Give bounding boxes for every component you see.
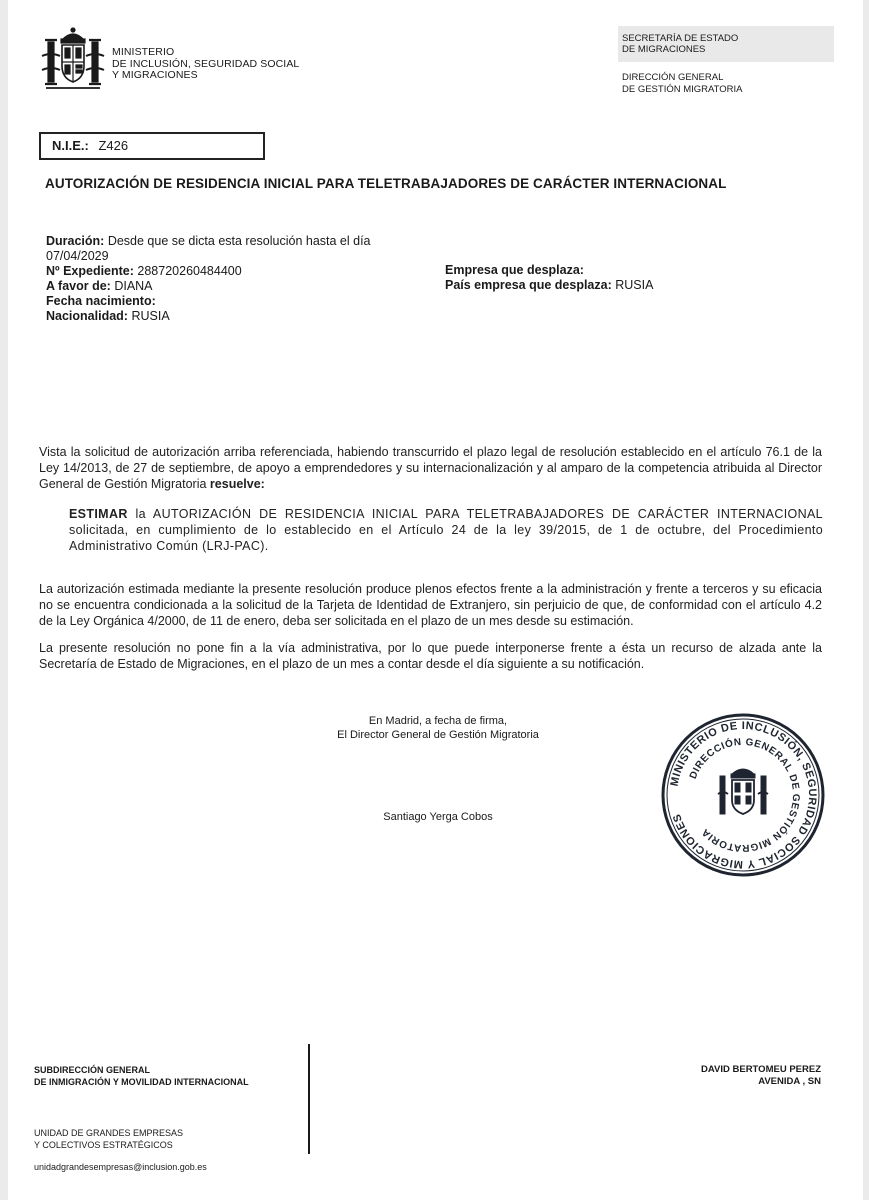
- duracion-value-1: Desde que se dicta esta resolución hasta el día: [107, 234, 371, 248]
- nacionalidad-label: Nacionalidad:: [46, 309, 128, 323]
- addressee-name: DAVID BERTOMEU PEREZ: [701, 1064, 821, 1075]
- coat-of-arms-icon: [38, 26, 108, 94]
- paragraph-resolution: [39, 444, 822, 492]
- fields-left: [46, 234, 406, 324]
- fields-right: [445, 263, 825, 293]
- nacionalidad-value: RUSIA: [131, 309, 170, 323]
- paragraph-estimar: [69, 506, 823, 554]
- pais-value: RUSIA: [615, 278, 654, 292]
- direccion-line-2: DE GESTIÓN MIGRATORIA: [622, 83, 743, 95]
- nie-value: Z426: [98, 138, 129, 153]
- signer-name: Santiago Yerga Cobos: [383, 811, 493, 823]
- document-title: AUTORIZACIÓN DE RESIDENCIA INICIAL PARA TELETRABAJADORES DE CARÁCTER INTERNACIONAL: [45, 176, 727, 191]
- duracion-label: Duración:: [46, 234, 105, 248]
- secretaria-line-1: SECRETARÍA DE ESTADO: [622, 33, 739, 44]
- expediente-label: Nº Expediente:: [46, 264, 134, 278]
- p1-text: Vista la solicitud de autorización arriba referenciada, habiendo transcurrido el plazo legal de resolución establecido en el artículo 76.1 de la Ley 14/2013, de 27 de septiembre, de apoyo a emprendedores y su internacionalización y al amparo de la competencia atribuida al Director General de Gestión Migratoria: [39, 445, 822, 491]
- official-stamp-icon: [658, 710, 828, 880]
- ministry-line-1: MINISTERIO: [112, 46, 175, 58]
- footer-email: unidadgrandesempresas@inclusion.gob.es: [34, 1162, 207, 1172]
- signature-role: El Director General de Gestión Migratoria: [337, 729, 539, 741]
- footer-subdireccion: [34, 1064, 249, 1088]
- footer-divider: [308, 1044, 310, 1154]
- empresa-label: Empresa que desplaza:: [445, 263, 584, 277]
- expediente-value: 288720260484400: [137, 264, 242, 278]
- footer-sub-line-1: SUBDIRECCIÓN GENERAL: [34, 1065, 151, 1075]
- footer-unidad: [34, 1127, 183, 1151]
- secretaria-line-2: DE MIGRACIONES: [622, 44, 706, 55]
- duracion-value-2: 07/04/2029: [46, 249, 109, 263]
- signature-place-date: En Madrid, a fecha de firma,: [368, 715, 508, 727]
- favor-label: A favor de:: [46, 279, 111, 293]
- paragraph-effects: La autorización estimada mediante la presente resolución produce plenos efectos frente a la administración y frente a terceros y su eficacia no se encuentra condicionada a la solicitud de la Tarjeta de Identidad de Extranjero, sin perjuicio de que, de conformidad con el artículo 4.2 de la Ley Orgánica 4/2000, de 11 de enero, deba ser solicitada en el plazo de un mes desde su estimación.: [39, 582, 822, 628]
- nie-label: N.I.E.:: [52, 138, 89, 153]
- paragraph-appeal: La presente resolución no pone fin a la vía administrativa, por lo que puede interponerse frente a ésta un recurso de alzada ante la Secretaría de Estado de Migraciones, en el plazo de un mes a contar desde el día siguiente a su notificación.: [39, 641, 822, 671]
- addressee-street: AVENIDA , SN: [758, 1076, 821, 1087]
- stamp-ring-text: MINISTERIO DE INCLUSIÓN, SEGURIDAD SOCIAL Y MIGRACIONES: [668, 719, 819, 871]
- p2-bold: ESTIMAR: [69, 507, 128, 521]
- p2-text: la AUTORIZACIÓN DE RESIDENCIA INICIAL PARA TELETRABAJADORES DE CARÁCTER INTERNACIONAL solicitada, en cumplimiento de lo establecido en el Artículo 24 de la ley 39/2015, de 1 de octubre, del Procedimiento Administrativo Común (LRJ-PAC).: [69, 507, 823, 553]
- pais-label: País empresa que desplaza:: [445, 278, 612, 292]
- ministry-name: [112, 47, 299, 82]
- footer-sub-line-2: DE INMIGRACIÓN Y MOVILIDAD INTERNACIONAL: [34, 1077, 249, 1087]
- p1-bold: resuelve:: [209, 477, 265, 491]
- footer-addressee: [568, 1064, 821, 1088]
- stamp-inner-text: DIRECCIÓN GENERAL DE GESTIÓN MIGRATORIA: [687, 736, 802, 854]
- ministry-line-2: DE INCLUSIÓN, SEGURIDAD SOCIAL: [112, 57, 300, 70]
- signature-block: [298, 714, 578, 742]
- document-page: [8, 0, 863, 1200]
- direccion-line-1: DIRECCIÓN GENERAL: [622, 72, 724, 83]
- nie-box: [39, 132, 265, 160]
- direccion-text: [622, 72, 743, 95]
- ministry-line-3: Y MIGRACIONES: [112, 69, 198, 81]
- footer-unit-line-2: Y COLECTIVOS ESTRATÉGICOS: [34, 1140, 173, 1150]
- nacimiento-label: Fecha nacimiento:: [46, 294, 156, 308]
- svg-text:DIRECCIÓN GENERAL DE GESTIÓN M: [688, 736, 801, 853]
- favor-value: DIANA: [114, 279, 153, 293]
- footer-unit-line-1: UNIDAD DE GRANDES EMPRESAS: [34, 1128, 184, 1138]
- secretaria-text: [622, 33, 738, 55]
